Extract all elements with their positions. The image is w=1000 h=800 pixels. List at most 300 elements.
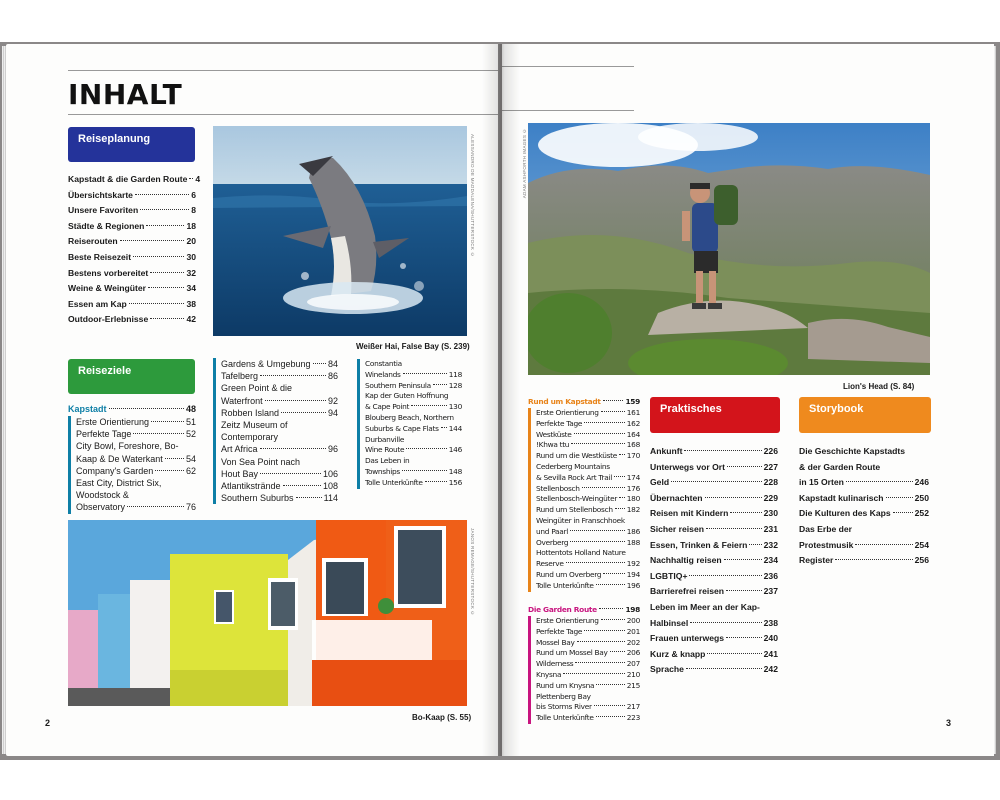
toc-entry [221, 419, 338, 431]
toc-entry-label: Townships [365, 466, 400, 476]
toc-entry-label: Sicher reisen [650, 523, 704, 534]
page-number-left: 2 [45, 718, 51, 728]
toc-entry-label: Waterfront [221, 395, 263, 406]
toc-entry-label: Beste Reisezeit [68, 251, 132, 262]
toc-entry [650, 522, 778, 538]
toc-entry-label: Reiserouten [68, 236, 118, 247]
toc-entry [76, 428, 196, 440]
toc-entry [365, 467, 462, 478]
dot-leader [577, 641, 625, 642]
toc-entry [799, 553, 929, 569]
dot-leader [610, 651, 625, 652]
dot-leader [835, 559, 912, 560]
toc-entry [68, 172, 201, 188]
toc-entry-page: 4 [195, 174, 201, 184]
page-number-right: 3 [946, 718, 952, 728]
dot-leader [603, 400, 624, 401]
toc-entry-label: Wine Route [365, 445, 405, 455]
dot-leader [596, 584, 625, 585]
toc-entry [536, 538, 640, 549]
toc-entry-page: 32 [186, 267, 196, 278]
dot-leader [749, 544, 761, 545]
toc-entry-label: Hout Bay [221, 468, 259, 479]
toc-entry-label: Observatory [76, 502, 126, 513]
dot-leader [109, 408, 184, 409]
toc-entry [650, 584, 778, 600]
dot-leader [150, 272, 184, 273]
toc-entry-label: Kurz & knapp [650, 648, 706, 659]
toc-entry-page: 192 [626, 559, 640, 569]
toc-entry-label: Bestens vorbereitet [68, 267, 149, 278]
toc-entry-label: Woodstock & [76, 490, 129, 501]
toc-garden-route [528, 616, 640, 724]
dot-leader [601, 411, 625, 412]
toc-entry-label: Register [799, 555, 834, 566]
toc-entry [68, 312, 196, 328]
toc-entry-label: Städte & Regionen [68, 220, 145, 231]
toc-entry-label: Rund um Overberg [536, 569, 602, 579]
dot-leader [584, 630, 625, 631]
toc-entry-label: Erste Orientierung [536, 616, 599, 625]
toc-rund-um-kapstadt [528, 408, 640, 592]
toc-entry [536, 494, 640, 505]
toc-entry-label: Winelands [365, 369, 401, 379]
toc-entry [650, 647, 778, 663]
toc-entry-page: 252 [914, 508, 929, 519]
dot-leader [596, 716, 625, 717]
toc-entry-label: Essen, Trinken & Feiern [650, 539, 748, 550]
toc-entry [76, 440, 196, 452]
toc-entry-label: Mossel Bay [536, 637, 575, 647]
toc-entry-label: Kap der Guten Hoffnung [365, 391, 449, 401]
dot-leader [706, 528, 762, 529]
toc-entry-page: 20 [186, 236, 196, 247]
toc-entry [76, 453, 196, 465]
dot-leader [726, 590, 762, 591]
toc-entry-label: Das Leben in [365, 456, 410, 466]
toc-entry [536, 505, 640, 516]
toc-entry [650, 538, 778, 554]
rund-um-kapstadt-page: 159 [625, 397, 640, 406]
dot-leader [727, 466, 762, 467]
dot-leader [615, 508, 625, 509]
bokaap-caption: Bo-Kaap (S. 55) [412, 713, 472, 722]
dot-leader [403, 373, 447, 374]
toc-entry [536, 527, 640, 538]
toc-entry [536, 713, 640, 724]
toc-entry [221, 370, 338, 382]
toc-entry-page: 250 [914, 492, 929, 503]
toc-entry [221, 431, 338, 443]
dot-leader [433, 384, 447, 385]
toc-entry-label: Tafelberg [221, 371, 259, 382]
dot-leader [684, 450, 761, 451]
toc-entry-page: 84 [327, 359, 338, 369]
toc-entry-label: Southern Suburbs [221, 493, 294, 504]
dot-leader [135, 194, 189, 195]
toc-entry-label: in 15 Orten [799, 477, 844, 488]
dot-leader [260, 375, 326, 376]
toc-entry [650, 506, 778, 522]
toc-entry [76, 465, 196, 477]
dot-leader [619, 497, 625, 498]
toc-entry-page: 76 [185, 502, 196, 513]
dot-leader [133, 256, 184, 257]
toc-entry-page: 156 [448, 477, 462, 487]
toc-entry-page: 230 [763, 508, 778, 519]
toc-entry-page: 96 [327, 444, 338, 455]
toc-entry-label: Stellenbosch [536, 483, 580, 493]
title-rule [68, 114, 498, 115]
toc-entry-page: 194 [626, 569, 640, 579]
toc-entry-page: 118 [448, 369, 462, 379]
toc-entry-page: 242 [763, 664, 778, 675]
toc-entry [365, 435, 462, 446]
dot-leader [260, 448, 326, 449]
toc-entry-label: Tolle Unterkünfte [536, 580, 594, 590]
toc-entry-page: 8 [191, 205, 196, 216]
toc-entry [536, 516, 640, 527]
section-header-reiseziele: Reiseziele [68, 359, 195, 394]
dot-leader [441, 427, 447, 428]
toc-entry-label: Zeitz Museum of [221, 420, 288, 431]
toc-entry-label: Reserve [536, 559, 564, 569]
toc-entry-label: Die Kulturen des Kaps [799, 508, 891, 519]
toc-entry-label: Tolle Unterkünfte [536, 713, 594, 723]
dot-leader [570, 541, 625, 542]
toc-entry [536, 681, 640, 692]
toc-entry-page: 128 [448, 380, 462, 390]
toc-kapstadt-row [68, 404, 196, 414]
toc-entry-label: Essen am Kap [68, 298, 127, 309]
shark-photo-credit: ALESSANDRO DE MADDALENA/SHUTTERSTOCK © [470, 134, 475, 258]
toc-entry-label: Perfekte Tage [76, 429, 132, 440]
toc-entry-page: 108 [322, 481, 338, 492]
toc-entry-label: Outdoor-Erlebnisse [68, 314, 149, 325]
toc-entry [536, 419, 640, 430]
toc-entry-page: 180 [626, 494, 640, 504]
toc-entry [536, 659, 640, 670]
toc-entry [650, 491, 778, 507]
toc-kapstadt-col3 [357, 359, 462, 489]
toc-entry-label: Geld [650, 477, 670, 488]
toc-entry [536, 670, 640, 681]
toc-entry [221, 395, 338, 407]
dot-leader [570, 530, 625, 531]
dot-leader [574, 433, 625, 434]
toc-entry-page: 200 [626, 616, 640, 625]
toc-entry [365, 445, 462, 456]
bokaap-photo [68, 520, 467, 706]
dot-leader [724, 559, 762, 560]
toc-entry-page: 168 [626, 440, 640, 450]
toc-entry-label: Suburbs & Cape Flats [365, 423, 439, 433]
toc-entry [536, 570, 640, 581]
toc-entry-label: Gardens & Umgebung [221, 359, 311, 369]
bokaap-photo-credit: JANOS REMAGE/SHUTTERSTOCK © [470, 528, 475, 617]
toc-entry-label: Unterwegs vor Ort [650, 461, 725, 472]
toc-entry-label: Kaap & De Waterkant [76, 453, 163, 464]
rund-um-kapstadt-label: Rund um Kapstadt [528, 397, 601, 406]
lions-head-photo [528, 123, 930, 375]
toc-entry-page: 232 [763, 539, 778, 550]
toc-entry [650, 662, 778, 678]
toc-entry-page: 86 [327, 371, 338, 382]
toc-entry [365, 381, 462, 392]
toc-entry [536, 638, 640, 649]
toc-entry-label: Green Point & die [221, 383, 293, 394]
toc-entry-label: Atlantikstrände [221, 481, 281, 492]
toc-entry-label: Plettenberg Bay [536, 691, 591, 701]
dot-leader [614, 476, 625, 477]
toc-entry-label: LGBTIQ+ [650, 570, 688, 581]
toc-entry-page: 42 [186, 314, 196, 325]
toc-entry-label: Barrierefrei reisen [650, 586, 725, 597]
left-page [6, 44, 498, 756]
toc-praktisches [650, 444, 778, 678]
dot-leader [140, 209, 189, 210]
lions-head-photo-credit: ADAM ASHFORTH IMAGES © [522, 128, 527, 199]
toc-entry-label: Cederberg Mountains [536, 461, 610, 471]
dot-leader [296, 497, 322, 498]
toc-garden-route-row [528, 605, 640, 616]
kapstadt-page: 48 [185, 404, 196, 414]
toc-entry-page: 206 [626, 648, 640, 658]
toc-entry [76, 477, 196, 489]
right-page [502, 44, 994, 756]
toc-entry-page: 223 [626, 713, 640, 723]
toc-entry [68, 250, 196, 266]
toc-entry [650, 600, 778, 616]
toc-entry [365, 391, 462, 402]
toc-entry-label: Protestmusik [799, 539, 854, 550]
toc-entry-page: 54 [185, 453, 196, 464]
toc-entry-page: 217 [626, 702, 640, 712]
toc-entry [536, 484, 640, 495]
toc-entry-label: Rund um Mossel Bay [536, 648, 608, 658]
toc-entry-label: Unsere Favoriten [68, 205, 139, 216]
dot-leader [127, 506, 184, 507]
toc-entry [365, 370, 462, 381]
toc-storybook [799, 444, 929, 569]
dot-leader [563, 673, 625, 674]
accent-bar [357, 359, 360, 489]
page-title: INHALT [68, 78, 183, 111]
toc-kapstadt-col1 [68, 416, 196, 514]
toc-entry-page: 254 [914, 539, 929, 550]
toc-entry [650, 553, 778, 569]
toc-entry [76, 489, 196, 501]
toc-entry-label: Contemporary [221, 432, 279, 443]
toc-entry-label: Sprache [650, 664, 684, 675]
toc-entry [365, 478, 462, 489]
toc-entry [536, 408, 640, 419]
dot-leader [705, 497, 762, 498]
toc-entry [536, 616, 640, 627]
toc-entry-page: 130 [448, 402, 462, 412]
toc-entry [365, 413, 462, 424]
dot-leader [726, 637, 762, 638]
toc-entry-page: 34 [186, 283, 196, 294]
toc-entry [650, 475, 778, 491]
toc-entry-page: 246 [914, 477, 929, 488]
dot-leader [730, 512, 761, 513]
toc-entry-page: 144 [448, 423, 462, 433]
dot-leader [425, 481, 447, 482]
toc-entry-page: 176 [626, 483, 640, 493]
toc-entry-page: 148 [448, 466, 462, 476]
toc-entry [536, 627, 640, 638]
dot-leader [566, 562, 625, 563]
accent-bar [528, 616, 531, 724]
toc-entry-label: Reisen mit Kindern [650, 508, 729, 519]
dot-leader [893, 512, 913, 513]
toc-entry-page: 174 [626, 472, 640, 482]
dot-leader [411, 405, 447, 406]
toc-entry-label: Constantia [365, 359, 402, 368]
toc-entry-label: Durbanville [365, 434, 405, 444]
dot-leader [594, 705, 625, 706]
toc-entry-page: 202 [626, 637, 640, 647]
toc-entry [221, 443, 338, 455]
toc-entry-label: Overberg [536, 537, 569, 547]
toc-entry [68, 266, 196, 282]
toc-entry-page: 30 [186, 251, 196, 262]
toc-entry-page: 207 [626, 659, 640, 669]
toc-entry-page: 228 [763, 477, 778, 488]
toc-entry [650, 444, 778, 460]
toc-entry [536, 692, 640, 703]
toc-entry-label: Wilderness [536, 659, 574, 669]
toc-entry-label: East City, District Six, [76, 478, 162, 489]
toc-rund-um-kapstadt-row [528, 397, 640, 408]
toc-entry [221, 358, 338, 370]
toc-entry [68, 188, 196, 204]
toc-entry-label: & Sevilla Rock Art Trail [536, 472, 613, 482]
toc-entry-label: Weingüter in Franschhoek [536, 515, 625, 525]
toc-entry-page: 234 [763, 555, 778, 566]
toc-entry-label: Perfekte Tage [536, 418, 583, 428]
toc-entry-label: Westküste [536, 429, 572, 439]
toc-entry [68, 281, 196, 297]
accent-bar [68, 416, 71, 514]
dot-leader [133, 433, 184, 434]
toc-entry [536, 559, 640, 570]
toc-entry [68, 203, 196, 219]
toc-entry-page: 162 [626, 418, 640, 428]
toc-entry-page: 238 [763, 617, 778, 628]
toc-entry-page: 18 [186, 220, 196, 231]
toc-entry-page: 146 [448, 445, 462, 455]
toc-entry-page: 114 [323, 493, 338, 504]
toc-entry-page: 201 [626, 626, 640, 636]
toc-entry [536, 473, 640, 484]
dot-leader [189, 178, 193, 179]
toc-entry-page: 231 [763, 523, 778, 534]
toc-entry-page: 210 [626, 669, 640, 679]
dot-leader [855, 544, 912, 545]
toc-entry [536, 702, 640, 713]
toc-entry-page: 62 [185, 465, 196, 476]
shark-caption: Weißer Hai, False Bay (S. 239) [356, 342, 470, 351]
toc-entry-label: Rund um die Westküste [536, 451, 617, 461]
toc-entry-label: Kapstadt kulinarisch [799, 492, 884, 503]
toc-entry [221, 456, 338, 468]
toc-entry [68, 234, 196, 250]
top-rule [502, 66, 634, 67]
toc-entry [365, 424, 462, 435]
toc-entry-label: Perfekte Tage [536, 626, 583, 636]
toc-entry-page: 196 [626, 580, 640, 590]
toc-entry-label: Erste Orientierung [76, 417, 150, 427]
toc-entry [68, 297, 196, 313]
toc-kapstadt-col2 [213, 358, 338, 504]
toc-entry-label: Übersichtskarte [68, 189, 133, 200]
dot-leader [686, 668, 762, 669]
toc-entry-page: 241 [763, 648, 778, 659]
toc-entry-label: Ankunft [650, 446, 683, 456]
toc-entry-label: Das Erbe der [799, 523, 853, 534]
toc-entry-label: Frauen unterwegs [650, 633, 725, 644]
toc-entry [799, 506, 929, 522]
toc-entry-label: Blouberg Beach, Northern [365, 412, 454, 422]
toc-entry [221, 407, 338, 419]
toc-entry [650, 460, 778, 476]
dot-leader [689, 575, 761, 576]
dot-leader [603, 573, 625, 574]
toc-entry-label: Übernachten [650, 492, 703, 503]
dot-leader [584, 422, 625, 423]
section-header-praktisches: Praktisches [650, 397, 780, 433]
dot-leader [150, 318, 184, 319]
book-gutter [482, 44, 520, 756]
dot-leader [265, 400, 326, 401]
toc-entry [536, 581, 640, 592]
dot-leader [601, 619, 625, 620]
dot-leader [281, 412, 326, 413]
toc-entry-label: Rund um Knysna [536, 680, 595, 690]
toc-entry-label: Knysna [536, 669, 562, 679]
dot-leader [575, 662, 624, 663]
dot-leader [148, 287, 184, 288]
toc-entry [536, 462, 640, 473]
toc-entry-label: Southern Peninsula [365, 380, 431, 390]
dot-leader [151, 421, 184, 422]
toc-entry-label: Stellenbosch-Weingüter [536, 494, 618, 504]
toc-entry-label: Rund um Stellenbosch [536, 505, 613, 515]
dot-leader [129, 303, 185, 304]
section-header-storybook: Storybook [799, 397, 931, 433]
dot-leader [707, 653, 761, 654]
shark-photo [213, 126, 467, 336]
toc-entry-label: Kapstadt & die Garden Route [68, 174, 188, 184]
toc-entry-label: Weine & Weingüter [68, 283, 146, 294]
lions-head-caption: Lion's Head (S. 84) [843, 382, 915, 391]
toc-entry [365, 359, 462, 370]
toc-entry [221, 382, 338, 394]
toc-entry-page: 237 [763, 586, 778, 597]
toc-entry-label: und Paarl [536, 526, 568, 536]
toc-reiseplanung [68, 172, 201, 328]
toc-entry-label: City Bowl, Foreshore, Bo- [76, 441, 179, 452]
toc-entry [365, 402, 462, 413]
dot-leader [283, 485, 321, 486]
toc-entry [76, 416, 196, 428]
dot-leader [165, 458, 184, 459]
dot-leader [406, 448, 447, 449]
toc-entry-label: Halbinsel [650, 617, 689, 628]
toc-entry [221, 468, 338, 480]
